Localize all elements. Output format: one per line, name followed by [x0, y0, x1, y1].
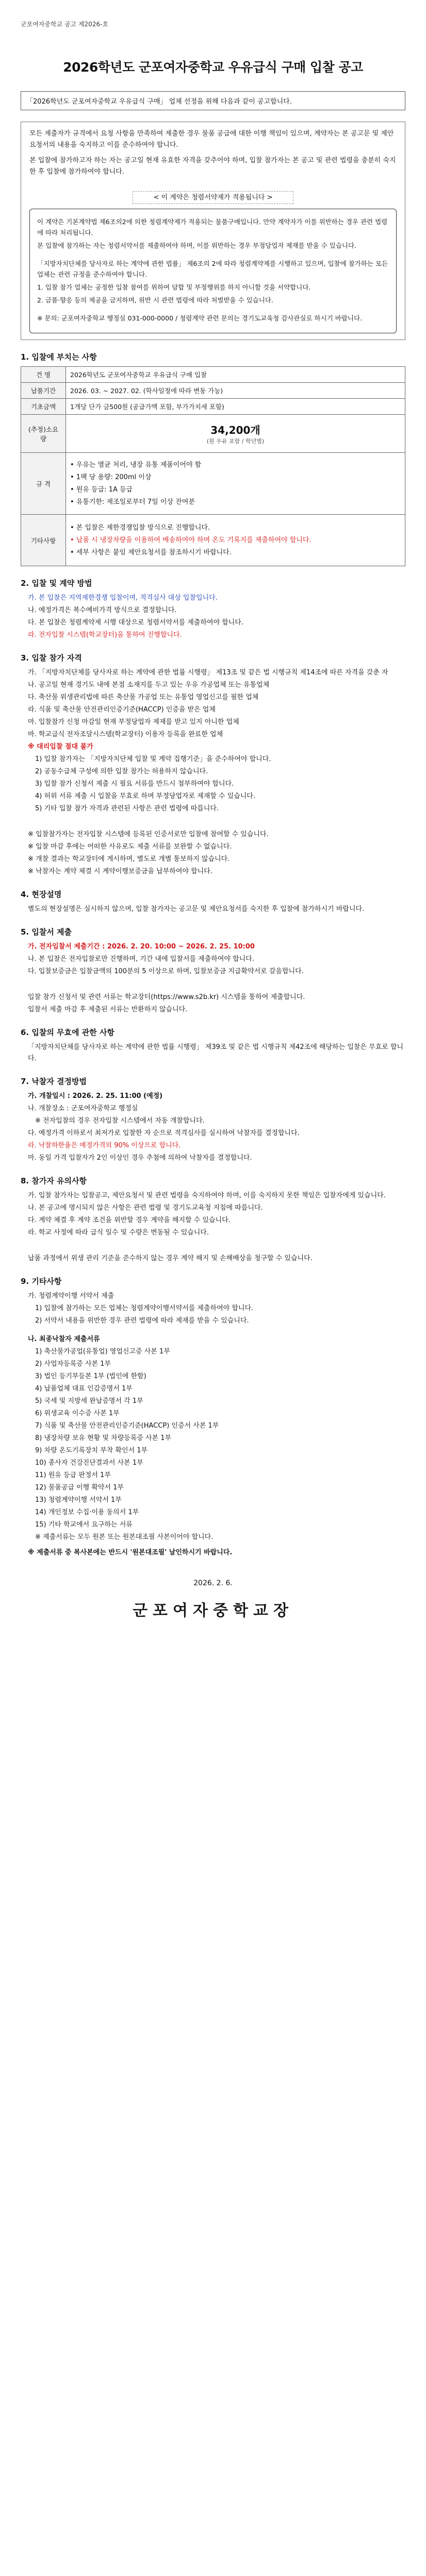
spec-line: • 원유 등급: 1A 등급 [70, 485, 133, 494]
table-header-cell: 납품기간 [21, 383, 66, 399]
text-line: 1) 입찰 참가자는 「지방자치단체 입찰 및 계약 집행기준」을 준수하여야 합니다. [35, 755, 271, 763]
text-line: 나. 개찰장소 : 군포여자중학교 행정실 [28, 1105, 138, 1112]
text-line: 14) 개인정보 수집·이용 동의서 1부 [35, 1509, 139, 1516]
subsection-title: 나. 최종낙찰자 제출서류 [28, 1335, 100, 1343]
text-line: 15) 기타 학교에서 요구하는 서류 [35, 1521, 133, 1529]
text-line: ※ 전자입찰의 경우 전자입찰 시스템에서 자동 개찰합니다. [35, 1117, 205, 1125]
text-line: 마. 입찰참가 신청 마감일 현재 부정당업자 제재를 받고 있지 아니한 업체 [28, 718, 239, 726]
text-line: ※ 제출서류는 모두 원본 또는 원본대조필 사본이어야 합니다. [35, 1533, 214, 1541]
notice-paragraph: 본 입찰에 참가하고자 하는 자는 공고일 현재 유효한 자격을 갖추어야 하며, 입찰 참가자는 본 공고 및 관련 법령을 충분히 숙지한 후 입찰에 참가하여야 합니다. [29, 157, 396, 176]
text-line: 다. 계약 체결 후 계약 조건을 위반할 경우 계약을 해지할 수 있습니다. [28, 1216, 231, 1224]
spec-line: • 1팩 당 용량: 200ml 이상 [70, 473, 152, 481]
table-header-cell: 건 명 [21, 367, 66, 383]
text-line: 납품 과정에서 위생 관리 기준을 준수하지 않는 경우 계약 해지 및 손해배상을 청구할 수 있습니다. [28, 1255, 313, 1262]
intro-box: 「2026학년도 군포여자중학교 우유급식 구매」 업체 선정을 위해 다음과 같이 공고합니다. [21, 91, 405, 110]
text-line: 라. 낙찰하한율은 예정가격의 90% 이상으로 합니다. [28, 1142, 181, 1149]
text-line: ※ 입찰참가자는 전자입찰 시스템에 등록된 인증서로만 입찰에 참여할 수 있습니다. [28, 831, 269, 838]
text-line: 6) 위생교육 이수증 사본 1부 [35, 1410, 120, 1417]
etc-line: • 납품 시 냉장차량을 이용하여 배송하여야 하며 온도 기록지를 제출하여야 합니다. [70, 536, 312, 544]
text-line: 나. 본 공고에 명시되지 않은 사항은 관련 법령 및 경기도교육청 지침에 따릅니다. [28, 1204, 263, 1212]
text-line: 7) 식품 및 축산물 안전관리인증기준(HACCP) 인증서 사본 1부 [35, 1422, 219, 1430]
text-line: 입찰서 제출 마감 후 제출된 서류는 반환하지 않습니다. [28, 1006, 188, 1013]
text-line: 별도의 현장설명은 실시하지 않으며, 입찰 참가자는 공고문 및 제안요청서를 숙지한 후 입찰에 참가하시기 바랍니다. [28, 905, 365, 913]
table-header-cell: 규 격 [21, 453, 66, 515]
text-line: 라. 학교 사정에 따라 급식 일수 및 수량은 변동될 수 있습니다. [28, 1229, 209, 1236]
text-line: 마. 동일 가격 입찰자가 2인 이상인 경우 추첨에 의하여 낙찰자를 결정합니다. [28, 1154, 252, 1162]
text-line: 가. 개찰일시 : 2026. 2. 25. 11:00 (예정) [28, 1092, 163, 1100]
doc-title: 2026학년도 군포여자중학교 우유급식 구매 입찰 공고 [63, 60, 363, 75]
text-line: ※ 입찰 마감 후에는 어떠한 사유로도 제출 서류를 보완할 수 없습니다. [28, 843, 232, 851]
section-8-title: 8. 참가자 유의사항 [21, 1176, 87, 1185]
text-line: 라. 식품 및 축산물 안전관리인증기준(HACCP) 인증을 받은 업체 [28, 706, 216, 714]
text-line: 13) 청렴계약이행 서약서 1부 [35, 1496, 122, 1504]
section-1-title: 1. 입찰에 부치는 사항 [21, 352, 97, 362]
text-line: 가. 입찰 참가자는 입찰공고, 제안요청서 및 관련 법령을 숙지하여야 하며, 이를 숙지하지 못한 책임은 입찰자에게 있습니다. [28, 1192, 386, 1199]
warn-line: 본 입찰에 참가하는 자는 청렴서약서를 제출하여야 하며, 이를 위반하는 경우 부정당업자 제재를 받을 수 있습니다. [37, 242, 357, 249]
etc-line: • 세부 사항은 붙임 제안요청서를 참조하시기 바랍니다. [70, 548, 232, 556]
text-line: 4) 허위 서류 제출 시 입찰을 무효로 하며 부정당업자로 제재할 수 있습니다. [35, 792, 256, 800]
bid-info-table [21, 366, 405, 566]
text-line: ※ 제출서류 중 복사본에는 반드시 '원본대조필' 날인하시기 바랍니다. [28, 1549, 233, 1556]
spec-line: • 유통기한: 제조일로부터 7일 이상 잔여분 [70, 498, 195, 506]
text-line: 가. 「지방자치단체를 당사자로 하는 계약에 관한 법률 시행령」 제13조 및 같은 법 시행규칙 제14조에 따른 자격을 갖춘 자 [28, 669, 388, 676]
text-line: 2) 사업자등록증 사본 1부 [35, 1360, 111, 1368]
text-line: ※ 개찰 결과는 학교장터에 게시하며, 별도로 개별 통보하지 않습니다. [28, 855, 230, 863]
notice-heading: < 이 계약은 청렴서약제가 적용됩니다 > [133, 191, 294, 204]
etc-cell [66, 515, 405, 566]
spec-line: • 우유는 멸균 처리, 냉장 유통 제품이어야 함 [70, 461, 202, 469]
table-cell: 2026. 03. ~ 2027. 02. (학사일정에 따라 변동 가능) [66, 383, 405, 399]
estimate-note: (흰 우유 포함 / 학년별) [206, 438, 265, 445]
text-line: 9) 차량 온도기록장치 부착 확인서 1부 [35, 1447, 148, 1454]
section-7-title: 7. 낙찰자 결정방법 [21, 1077, 87, 1086]
text-line: 가. 전자입찰서 제출기간 : 2026. 2. 20. 10:00 ~ 2026. 2. 25. 10:00 [28, 943, 255, 951]
section-4-title: 4. 현장설명 [21, 890, 62, 899]
footer-date: 2026. 2. 6. [193, 1579, 233, 1587]
text-line: 라. 전자입찰 시스템(학교장터)을 통하여 진행합니다. [28, 631, 182, 639]
text-line: 10) 종사자 건강진단결과서 사본 1부 [35, 1459, 143, 1467]
text-line: 가. 청렴계약이행 서약서 제출 [28, 1292, 114, 1300]
text-line: 11) 원유 등급 판정서 1부 [35, 1471, 111, 1479]
text-line: 5) 국세 및 지방세 완납증명서 각 1부 [35, 1397, 143, 1405]
text-line: 다. 축산물 위생관리법에 따른 축산물 가공업 또는 유통업 영업신고를 필한 업체 [28, 693, 259, 701]
text-line: 1) 입찰에 참가하는 모든 업체는 청렴계약이행서약서를 제출하여야 합니다. [35, 1304, 254, 1312]
text-line: 5) 기타 입찰 참가 자격과 관련된 사항은 관련 법령에 따릅니다. [35, 805, 219, 812]
table-header-cell: 기타사항 [21, 515, 66, 566]
warn-line: 1. 입찰 참가 업체는 공정한 입찰 참여를 위하여 담합 및 부정행위를 하지 아니할 것을 서약합니다. [37, 283, 311, 291]
table-cell: 2026학년도 군포여자중학교 우유급식 구매 입찰 [66, 367, 405, 383]
text-line: ※ 낙찰자는 계약 체결 시 계약이행보증금을 납부하여야 합니다. [28, 868, 212, 875]
text-line: 2) 공동수급체 구성에 의한 입찰 참가는 허용하지 않습니다. [35, 768, 208, 775]
warn-line: ※ 문의: 군포여자중학교 행정실 031-000-0000 / 청렴계약 관련 문의는 경기도교육청 감사관실로 하시기 바랍니다. [37, 314, 363, 322]
doc-number: 군포여자중학교 공고 제2026-호 [21, 21, 109, 28]
text-line: 3) 입찰 참가 신청서 제출 시 필요 서류를 반드시 첨부하여야 합니다. [35, 780, 234, 788]
table-header-cell: 기초금액 [21, 399, 66, 415]
estimate-value: 34,200개 [210, 424, 260, 436]
warn-line: 2. 금품·향응 등의 제공을 금지하며, 위반 시 관련 법령에 따라 처벌받을 수 있습니다. [37, 296, 273, 304]
text-line: 나. 공고일 현재 경기도 내에 본점 소재지를 두고 있는 우유 가공업체 또는 유통업체 [28, 681, 270, 689]
text-line: 입찰 참가 신청서 및 관련 서류는 학교장터(https://www.s2b.kr) 시스템을 통하여 제출합니다. [28, 993, 305, 1001]
text-line: 나. 본 입찰은 전자입찰로만 진행하며, 기간 내에 입찰서를 제출하여야 합니다. [28, 955, 254, 963]
section-6-title: 6. 입찰의 무효에 관한 사항 [21, 1028, 114, 1037]
spec-cell [66, 453, 405, 515]
text-line: 1) 축산물가공업(유통업) 영업신고증 사본 1부 [35, 1348, 170, 1355]
warn-line: 「지방자치단체를 당사자로 하는 계약에 관한 법률」 제6조의 2에 따라 청렴계약제를 시행하고 있으며, 입찰에 참가하는 모든 업체는 관련 규정을 준수하여야 합니다. [37, 260, 388, 278]
text-line: 다. 예정가격 이하로서 최저가로 입찰한 자 순으로 적격심사를 실시하여 낙찰자를 결정합니다. [28, 1129, 300, 1137]
text-line: 4) 납품업체 대표 인감증명서 1부 [35, 1385, 133, 1393]
text-line: 8) 냉장차량 보유 현황 및 차량등록증 사본 1부 [35, 1434, 172, 1442]
text-line: 나. 예정가격은 복수예비가격 방식으로 결정합니다. [28, 606, 177, 614]
section-2-title: 2. 입찰 및 계약 방법 [21, 579, 92, 588]
section-5-title: 5. 입찰서 제출 [21, 927, 72, 937]
warn-line: 이 계약은 기본계약법 제6조의2에 의한 청렴계약제가 적용되는 물품구매입니다. 만약 계약자가 이를 위반하는 경우 관련 법령에 따라 처리됩니다. [37, 218, 388, 236]
table-header-cell: (추정)소요량 [21, 415, 66, 453]
notice-box [21, 122, 405, 340]
red-warning: ※ 대리입찰 절대 불가 [28, 743, 93, 751]
etc-line: • 본 입찰은 제한경쟁입찰 방식으로 진행합니다. [70, 523, 210, 532]
text-line: 3) 법인 등기부등본 1부 (법인에 한함) [35, 1372, 146, 1380]
text-line: 2) 서약서 내용을 위반한 경우 관련 법령에 따라 제재를 받을 수 있습니다. [35, 1317, 249, 1325]
notice-paragraph: 모든 제출자가 규격에서 요청 사항을 만족하여 제출한 경우 물품 공급에 대한 이행 책임이 있으며, 계약자는 본 공고문 및 제안요청서의 내용을 숙지하고 이를 준수하여야 합니다. [29, 130, 394, 149]
text-line: 가. 본 입찰은 지역제한경쟁 입찰이며, 적격심사 대상 입찰입니다. [28, 594, 218, 602]
text-line: 다. 본 입찰은 청렴계약제 시행 대상으로 청렴서약서를 제출하여야 합니다. [28, 619, 244, 626]
integrity-box [29, 209, 397, 333]
table-cell: 1개당 단가 금500원 (공급가액 포함, 부가가치세 포함) [66, 399, 405, 415]
section-9-title: 9. 기타사항 [21, 1277, 62, 1286]
estimate-cell [66, 415, 405, 453]
text-line: 바. 학교급식 전자조달시스템(학교장터) 이용자 등록을 완료한 업체 [28, 731, 223, 738]
footer-org: 군포여자중학교장 [133, 1602, 293, 1620]
text-line: 「지방자치단체를 당사자로 하는 계약에 관한 법률 시행령」 제39조 및 같은 법 시행규칙 제42조에 해당하는 입찰은 무효로 합니다. [28, 1043, 403, 1062]
text-line: 다. 입찰보증금은 입찰금액의 100분의 5 이상으로 하며, 입찰보증금 지급확약서로 갈음합니다. [28, 968, 304, 975]
text-line: 12) 물품공급 이행 확약서 1부 [35, 1484, 124, 1492]
section-3-title: 3. 입찰 참가 자격 [21, 653, 82, 663]
